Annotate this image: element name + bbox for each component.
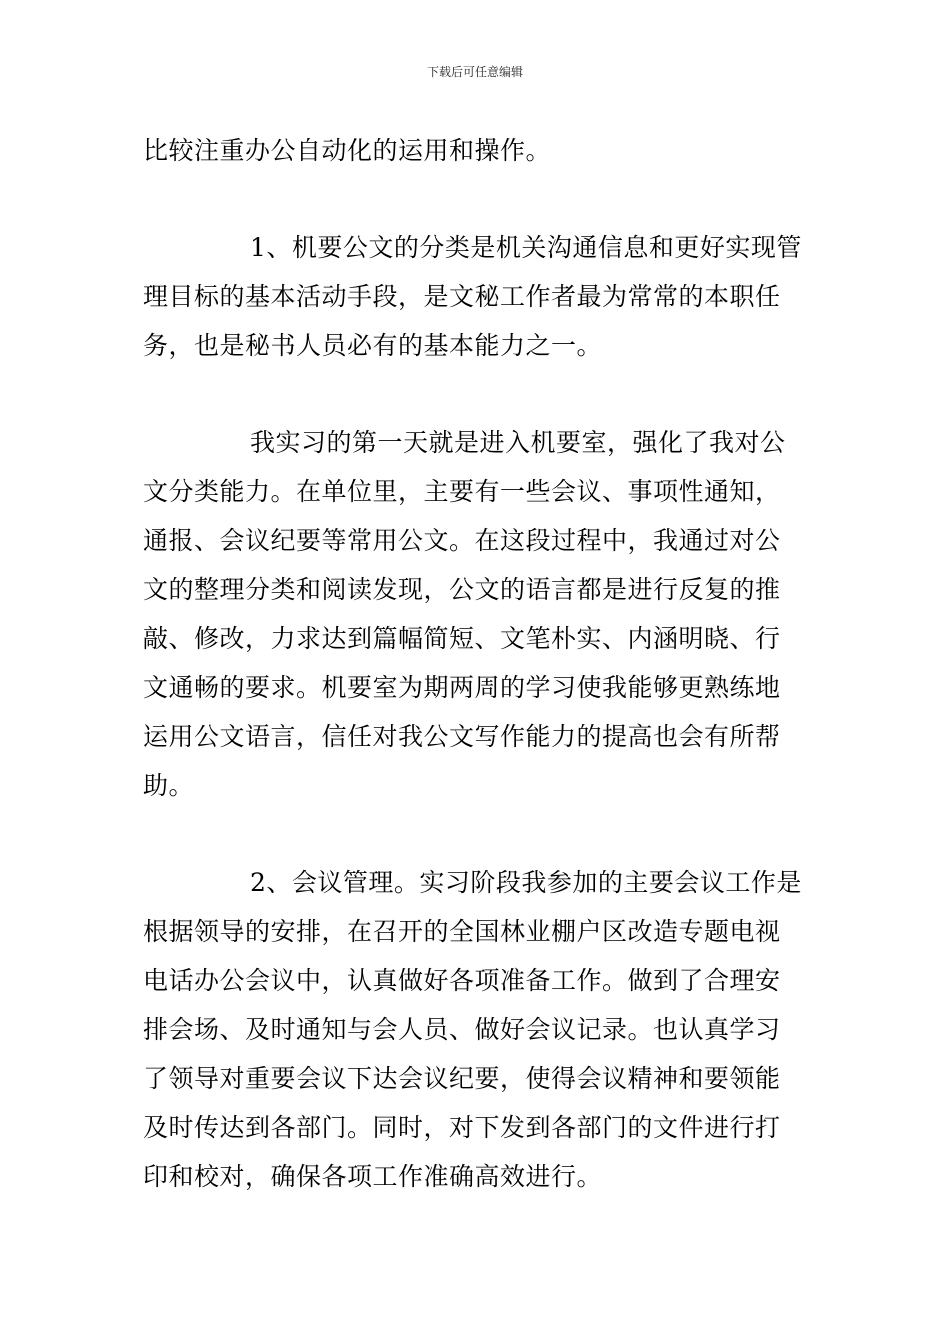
page-header: 下载后可任意编辑 <box>426 65 523 79</box>
paragraph-classification <box>143 223 807 370</box>
paragraph-line: 文分类能力。在单位里，主要有一些会议、事项性通知， <box>143 477 781 506</box>
paragraph-line: 理目标的基本活动手段，是文秘工作者最为常常的本职任 <box>143 282 781 311</box>
paragraph-line: 文的整理分类和阅读发现，公文的语言都是进行反复的推 <box>143 575 781 604</box>
paragraph-line: 文通畅的要求。机要室为期两周的学习使我能够更熟练地 <box>143 673 781 702</box>
paragraph-spacer <box>143 370 807 418</box>
paragraph-line: 排会场、及时通知与会人员、做好会议记录。也认真学习 <box>143 1015 781 1044</box>
paragraph-meeting-management <box>143 858 807 1201</box>
paragraph-line: 通报、会议纪要等常用公文。在这段过程中，我通过对公 <box>143 526 781 555</box>
document-body <box>143 126 807 1201</box>
paragraph-internship-first-day <box>143 418 807 810</box>
paragraph-spacer <box>143 175 807 223</box>
paragraph-line: 及时传达到各部门。同时，对下发到各部门的文件进行打 <box>143 1113 781 1142</box>
paragraph-intro <box>143 126 807 175</box>
paragraph-line: 印和校对，确保各项工作准确高效进行。 <box>143 1162 603 1191</box>
paragraph-line: 1、机要公文的分类是机关沟通信息和更好实现管 <box>250 233 802 262</box>
paragraph-line: 电话办公会议中，认真做好各项准备工作。做到了合理安 <box>143 966 781 995</box>
paragraph-line: 根据领导的安排，在召开的全国林业棚户区改造专题电视 <box>143 917 781 946</box>
paragraph-line: 敲、修改，力求达到篇幅简短、文笔朴实、内涵明晓、行 <box>143 624 781 653</box>
paragraph-line: 我实习的第一天就是进入机要室，强化了我对公 <box>250 428 786 457</box>
paragraph-line: 2、会议管理。实习阶段我参加的主要会议工作是 <box>250 868 802 897</box>
paragraph-line: 助。 <box>143 771 195 800</box>
paragraph-line: 务，也是秘书人员必有的基本能力之一。 <box>143 331 603 360</box>
paragraph-line: 运用公文语言，信任对我公文写作能力的提高也会有所帮 <box>143 722 781 751</box>
paragraph-line: 比较注重办公自动化的运用和操作。 <box>143 136 552 165</box>
paragraph-line: 了领导对重要会议下达会议纪要，使得会议精神和要领能 <box>143 1064 781 1093</box>
paragraph-spacer <box>143 810 807 858</box>
